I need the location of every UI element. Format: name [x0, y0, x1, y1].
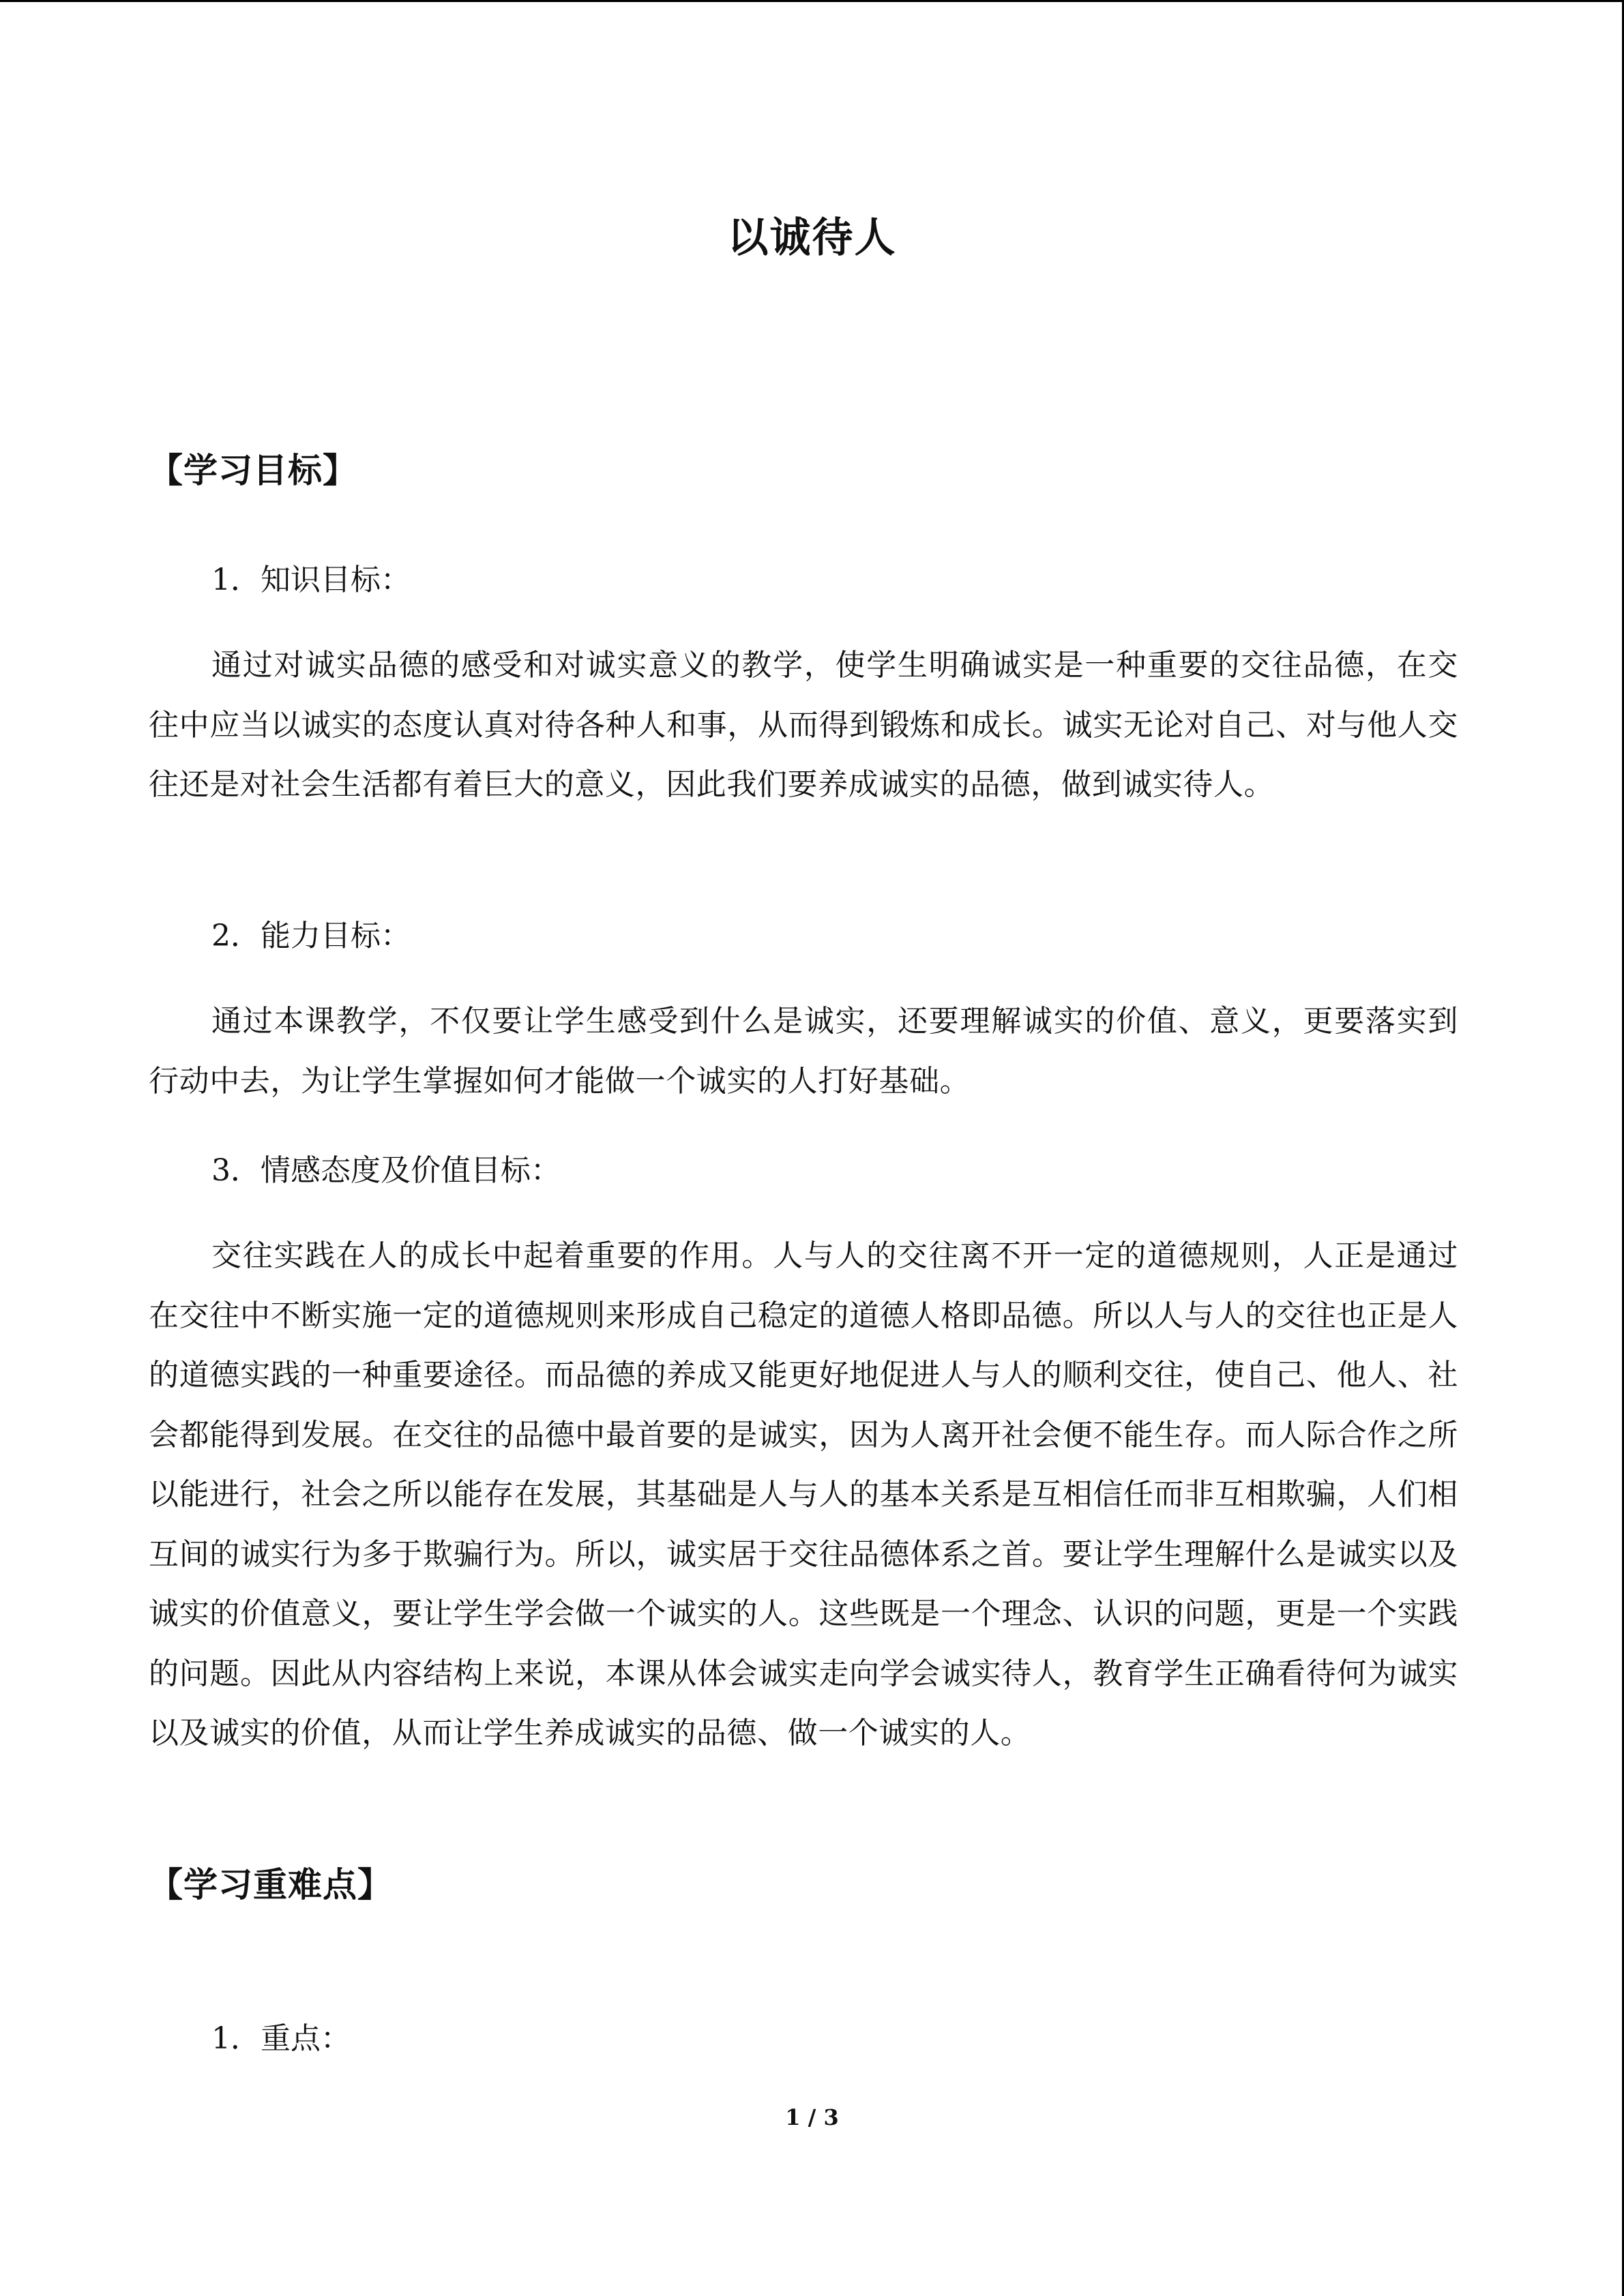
document-title: 以诚待人: [727, 214, 897, 262]
paragraph-knowledge-goal: 通过对诚实品德的感受和对诚实意义的教学，使学生明确诚实是一种重要的交往品德，在交往中应当以诚实的态度认真对待各种人和事，从而得到锻炼和成长。诚实无论对自己、对与他人交往还是对社会生活都有着巨大的意义，因此我们要养成诚实的品德，做到诚实待人。: [149, 648, 1458, 802]
item-label-ability-goal: 2．能力目标：: [211, 919, 411, 953]
item-label-key-point: 1．重点：: [211, 2021, 351, 2056]
page-number: 1 / 3: [785, 2104, 839, 2130]
section-heading-learning-goals: 【学习目标】: [149, 450, 357, 490]
item-label-emotion-goal: 3．情感态度及价值目标：: [211, 1153, 561, 1188]
item-label-knowledge-goal: 1．知识目标：: [211, 563, 411, 597]
paragraph-emotion-goal: 交往实践在人的成长中起着重要的作用。人与人的交往离不开一定的道德规则，人正是通过在交往中不断实施一定的道德规则来形成自己稳定的道德人格即品德。所以人与人的交往也正是人的道德实践的一种重要途径。而品德的养成又能更好地促进人与人的顺利交往，使自己、他人、社会都能得到发展。在交往的品德中最首要的是诚实，因为人离开社会便不能生存。而人际合作之所以能进行，社会之所以能存在发展，其基础是人与人的基本关系是互相信任而非互相欺骗，人们相互间的诚实行为多于欺骗行为。所以，诚实居于交往品德体系之首。要让学生理解什么是诚实以及诚实的价值意义，要让学生学会做一个诚实的人。这些既是一个理念、认识的问题，更是一个实践的问题。因此从内容结构上来说，本课从体会诚实走向学会诚实待人，教育学生正确看待何为诚实以及诚实的价值，从而让学生养成诚实的品德、做一个诚实的人。: [149, 1238, 1458, 1750]
section-heading-key-difficult-points: 【学习重难点】: [149, 1864, 392, 1905]
paragraph-ability-goal: 通过本课教学，不仅要让学生感受到什么是诚实，还要理解诚实的价值、意义，更要落实到行动中去，为让学生掌握如何才能做一个诚实的人打好基础。: [149, 1004, 1458, 1099]
